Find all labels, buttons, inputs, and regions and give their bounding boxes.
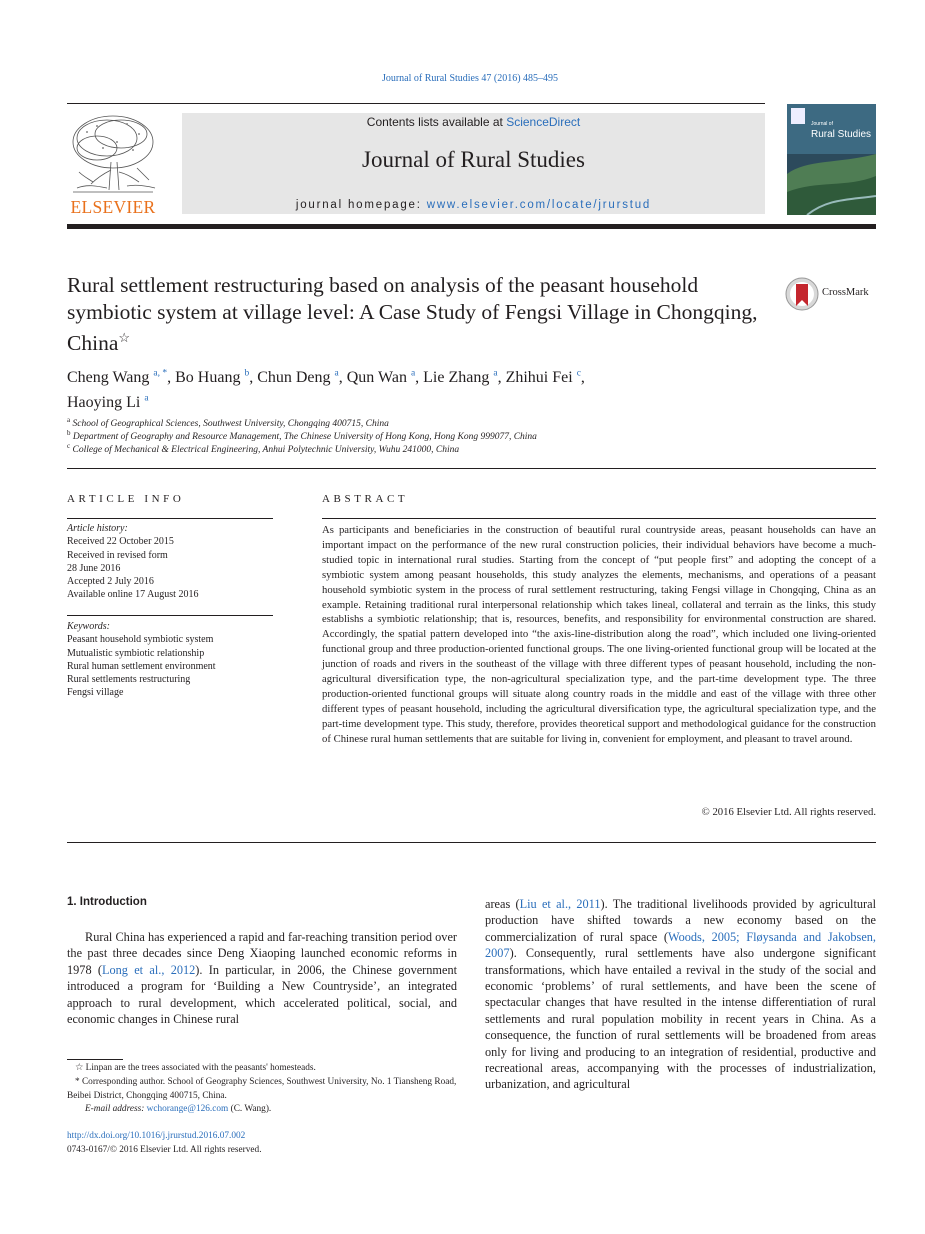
intro-column-1: Rural China has experienced a rapid and far-reaching transition period over the past three decades since Deng Xiaoping launched economic reforms in 1978 (Long et al., 2012). In particular, in 2006, the Chinese government introduced a program for ‘Building a New Countryside’, an integrated approach to rural development, which accelerated political, social, and economic changes in Chinese rural (67, 930, 458, 1027)
cover-title: Rural Studies (811, 129, 872, 140)
header-thick-rule (67, 224, 876, 229)
crossmark-badge[interactable] (785, 276, 877, 314)
header-rule (67, 103, 765, 104)
homepage-link[interactable]: www.elsevier.com/locate/jrurstud (426, 199, 652, 211)
divider (67, 842, 876, 843)
author-list (67, 364, 757, 413)
crossmark-label: CrossMark (822, 287, 869, 298)
affiliation: $^b$ Department of Geography and Resource Management, The Chinese University of Hong Kong, Hong Kong 999077, China (67, 429, 537, 443)
history-item: 28 June 2016 (67, 562, 121, 574)
history-item: Received in revised form (67, 549, 168, 561)
doi-link[interactable]: http://dx.doi.org/10.1016/j.jrurstud.2016.07.002 (67, 1131, 246, 1141)
divider (67, 468, 876, 469)
contents-line: Contents lists available at ScienceDirect (366, 115, 581, 129)
affiliation: $^c$ College of Mechanical & Electrical Engineering, Anhui Polytechnic University, Wuhu 241000, China (67, 442, 460, 456)
title-footnote-mark[interactable]: ☆ (118, 330, 131, 345)
journal-title: Journal of Rural Studies (362, 147, 585, 172)
cover-subtitle: Journal of (811, 121, 833, 127)
keyword: Rural human settlement environment (67, 660, 216, 672)
journal-banner (182, 113, 765, 214)
author[interactable]: Bo Huang $^b$, (175, 369, 258, 387)
footnote-rule (67, 1059, 123, 1060)
keywords (67, 620, 277, 700)
keyword: Rural settlements restructuring (67, 674, 191, 686)
article-history (67, 522, 277, 602)
abstract-heading: ABSTRACT (322, 493, 409, 505)
abstract-text: As participants and beneficiaries in the construction of beautiful rural countryside areas, peasant households can have an important impact on the performance of the new rural construction policies, their individual behaviors have become a much-studied topic in international rural studies. Starting from the concept of “put people first” and adopting the concept of a symbiotic system among peasant households, this study analyzes the elements, mechanisms, and operations of a peasant household symbiotic system in the process of rural settlement restructuring, taking Fengsi village in Chongqing, China as an example. Retaining traditional rural interpersonal relationship which takes lineal, collateral and terrain as the links, this study establishs a symbiotic relationship; that is, resources, benefits, and responsibility for environmental construction are shared. Accordingly, the spatial pattern developed into “the axis-line-distribution along the road”, which included one living-oriented functional group and three production-oriented functional groups. The one living-oriented functional group will be located at the junction of roads and rivers in the southeast of the village with three different types of peasant household, including the non-agricultural diversification type, the non-agricultural specialization type, and the part-time development type. The three production-oriented functional groups will situate along country roads in the middle and east of the village with three other different types of peasant household, including the agricultural diversification type, the agricultural specialization type, and the part-time development type. This study, therefore, provides theoretical support and methodological guidance for the construction of Chinese rural human settlements that are suitable for living in, convenient for employment, and pleasant to travel around. (322, 524, 876, 745)
footnote-corresponding: * Corresponding author. School of Geography Sciences, Southwest University, No. 1 Tiansheng Road, Beibei District, Chongqing 400715, China. (67, 1077, 457, 1101)
keyword: Mutualistic symbiotic relationship (67, 647, 205, 659)
keyword: Fengsi village (67, 687, 124, 699)
author[interactable]: Haoying Li $^a$ (67, 393, 149, 411)
citation-link[interactable]: Liu et al., 2011 (519, 897, 601, 911)
citation-link[interactable]: Long et al., 2012 (101, 962, 196, 977)
keywords-label: Keywords: (67, 621, 110, 632)
footnote-star: ☆ Linpan are the trees associated with the peasants' homesteads. (75, 1063, 316, 1073)
section-heading: 1. Introduction (67, 896, 147, 908)
elsevier-logo[interactable] (67, 112, 159, 217)
sciencedirect-link[interactable]: ScienceDirect (506, 115, 581, 129)
keyword: Peasant household symbiotic system (67, 634, 214, 646)
history-item: Available online 17 August 2016 (67, 589, 199, 601)
intro-column-2: areas (Liu et al., 2011). The traditional livelihoods provided by agricultural production have shifted towards a new economy based on the commercialization of rural space (Woods, 2005; Fløysanda and Jakobsen, 2007). Consequently, rural settlements have also undergone significant transformations, which have entailed a revival in the study of the social and economic ‘problems’ of rural settlements, and have been the scene of spectacular changes that have resulted in the intense differentiation of rural settlements and rural population mobility in recent years in China. As a consequence, the function of rural settlements will be broadened from areas only for living and producing to an integration of residential, productive and recreational areas, accompanying with the processes of industrialization, urbanization, and agricultural (485, 897, 876, 1092)
journal-cover-thumbnail[interactable] (787, 104, 876, 215)
email-link[interactable]: wchorange@126.com (146, 1104, 229, 1114)
author[interactable]: Lie Zhang $^a$, (423, 369, 506, 387)
article-title: Rural settlement restructuring based on analysis of the peasant household symbiotic system at village level: A Case Study of Fengsi Village in Chongqing, China☆ (67, 273, 758, 356)
divider (322, 518, 876, 519)
publisher-wordmark: ELSEVIER (70, 197, 156, 217)
footnote-email: E-mail address: wchorange@126.com (C. Wang). (85, 1104, 272, 1114)
divider (67, 615, 273, 616)
affiliation: $^a$ School of Geographical Sciences, Southwest University, Chongqing 400715, China (67, 416, 389, 430)
citation-link[interactable]: Woods, 2005; Fløysanda and Jakobsen, 2007 (485, 929, 876, 961)
crossmark-icon (785, 276, 823, 314)
divider (67, 518, 273, 519)
history-item: Accepted 2 July 2016 (67, 576, 154, 588)
author[interactable]: Chun Deng $^a$, (257, 369, 347, 387)
article-info-heading: ARTICLE INFO (67, 493, 185, 505)
journal-citation[interactable]: Journal of Rural Studies 47 (2016) 485–495 (381, 73, 559, 84)
abstract-copyright: © 2016 Elsevier Ltd. All rights reserved. (701, 806, 876, 818)
issn-line: 0743-0167/© 2016 Elsevier Ltd. All rights reserved. (67, 1145, 262, 1155)
history-label: Article history: (67, 523, 128, 534)
journal-homepage: journal homepage: www.elsevier.com/locate/jrurstud (295, 199, 652, 211)
history-item: Received 22 October 2015 (67, 536, 174, 548)
author[interactable]: Cheng Wang $^{a, *}$, (67, 369, 176, 387)
author[interactable]: Qun Wan $^a$, (346, 369, 424, 387)
author[interactable]: Zhihui Fei $^c$, (505, 369, 585, 387)
